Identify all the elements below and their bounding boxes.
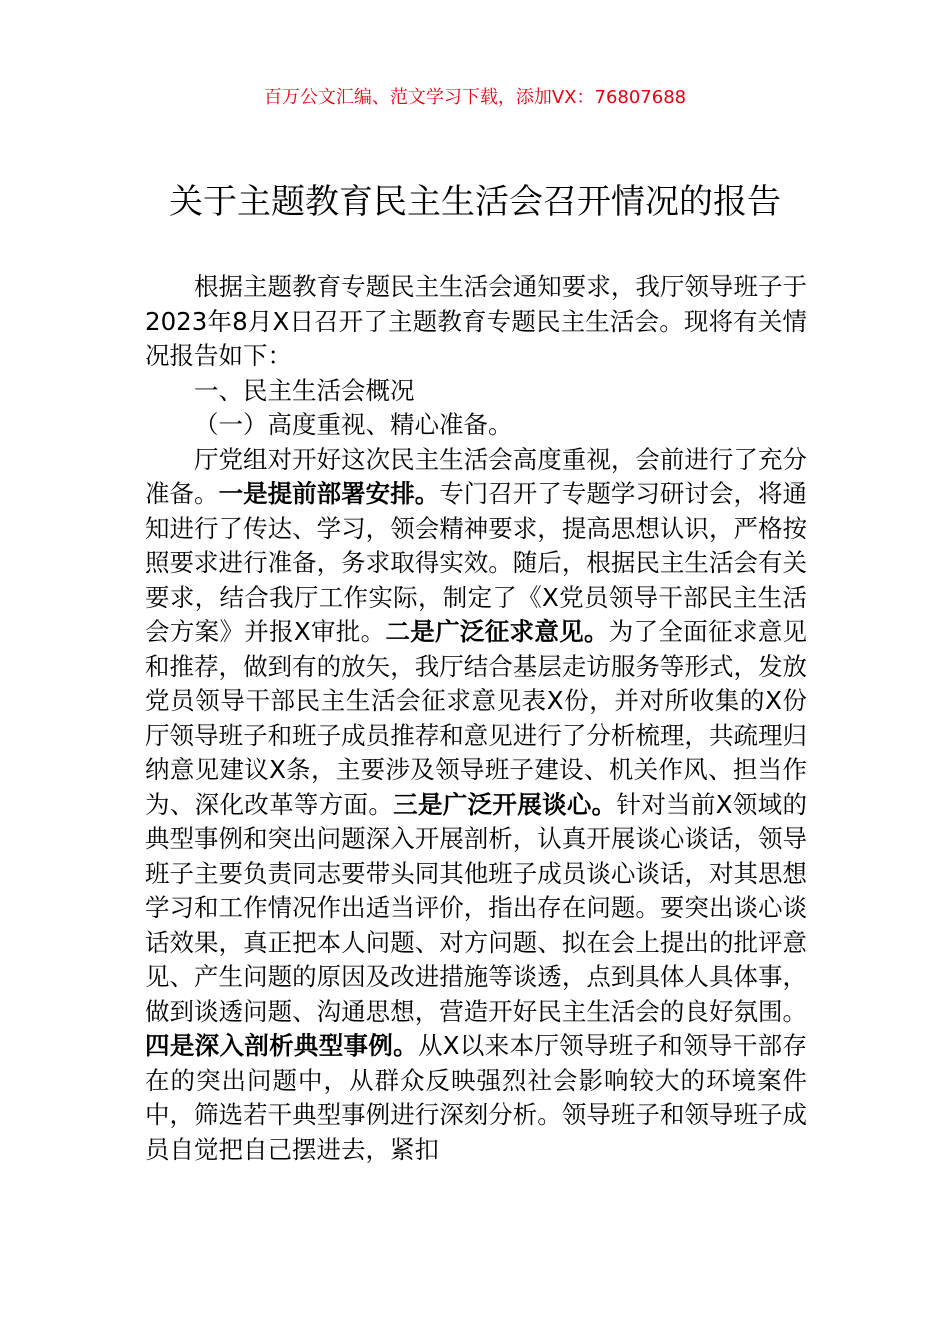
bold-point: 四是深入剖析典型事例。 xyxy=(145,1031,418,1060)
intro-paragraph: 根据主题教育专题民主生活会通知要求，我厅领导班子于2023年8月X日召开了主题教育专题民主生活会。现将有关情况报告如下： xyxy=(145,272,807,370)
text-segment: 专门召开了专题学习研讨会，将通知进行了传达、学习，领会精神要求，提高思想认识，严格按照要求进行准备，务求取得实效。随后，根据民主生活会有关要求，结合我厅工作实际，制定了《X党员领导干部民主生活会方案》并报X审批。 xyxy=(145,479,808,646)
section-heading: 一、民主生活会概况 xyxy=(194,375,415,405)
bold-point: 二是广泛征求意见。 xyxy=(385,617,609,646)
bold-point: 三是广泛开展谈心。 xyxy=(393,789,617,819)
document-title: 关于主题教育民主生活会召开情况的报告 xyxy=(169,182,781,222)
bold-point: 一是提前部署安排。 xyxy=(218,479,440,508)
document-body xyxy=(145,270,807,1167)
header-note: 百万公文汇编、范文学习下载，添加VX：76807688 xyxy=(263,87,687,108)
main-paragraph xyxy=(145,443,807,1168)
text-segment: 针对当前X领域的典型事例和突出问题深入开展剖析，认真开展谈心谈话，领导班子主要负责同志要带头同其他班子成员谈心谈话，对其思想学习和工作情况作出适当评价，指出存在问题。要突出谈心谈话效果，真正把本人问题、对方问题、拟在会上提出的批评意见、产生问题的原因及改进措施等谈透，点到具体人具体事，做到谈透问题、沟通思想，营造开好民主生活会的良好氛围。 xyxy=(145,789,807,1026)
text-segment: 从X以来本厅领导班子和领导干部存在的突出问题中，从群众反映强烈社会影响较大的环境案件中，筛选若干典型事例进行深刻分析。领导班子和领导班子成员自觉把自己摆进去，紧扣 xyxy=(145,1031,807,1164)
text-segment: 为了全面征求意见和推荐，做到有的放矢，我厅结合基层走访服务等形式，发放党员领导干部民主生活会征求意见表X份，并对所收集的X份厅领导班子和班子成员推荐和意见进行了分析梳理，共疏理归纳意见建议X条，主要涉及领导班子建设、机关作风、担当作为、深化改革等方面。 xyxy=(145,617,808,819)
subsection-heading: （一）高度重视、精心准备。 xyxy=(194,410,513,439)
text-segment: 厅党组对开好这次民主生活会高度重视，会前进行了充分准备。 xyxy=(145,444,807,508)
